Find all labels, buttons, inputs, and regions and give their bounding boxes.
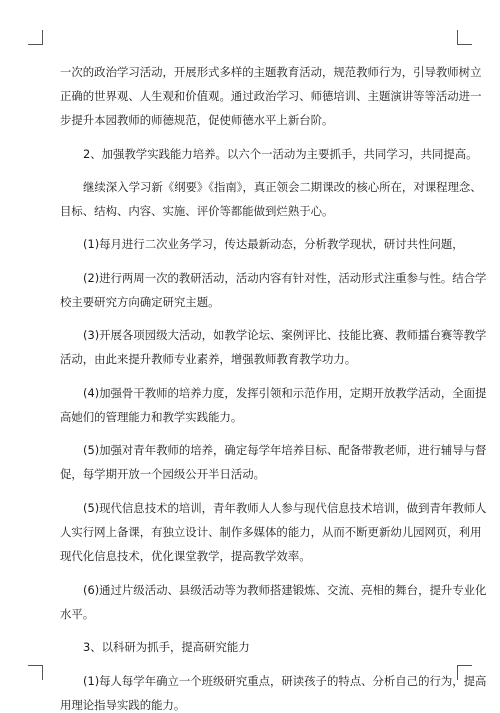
paragraph-line: 一次的政治学习活动，开展形式多样的主题教育活动，规范教师行为，引导教师树立 (60, 65, 482, 79)
list-item: (6)通过片级活动、县级活动等为教师搭建锻炼、交流、亮相的舞台，提升专业化 (83, 583, 487, 597)
list-item: 现代化信息技术，优化课堂教学，提高教学效率。 (60, 549, 311, 563)
list-item: 活动，由此来提升教师专业素养，增强教师教育教学功力。 (60, 352, 357, 366)
crop-mark-top-left (28, 30, 43, 45)
list-item: 促，每学期开放一个园级公开半日活动。 (60, 467, 266, 481)
list-item: (1)每人每学年确立一个班级研究重点，研读孩子的特点、分析自己的行为，提高 (83, 674, 487, 688)
crop-mark-bottom-left (28, 665, 43, 680)
list-item: 校主要研究方向确定研究主题。 (60, 295, 220, 309)
list-item: (3)开展各项园级大活动，如教学论坛、案例评比、技能比赛、教师擂台赛等教学 (83, 328, 487, 342)
list-item: 人实行网上备课，有独立设计、制作多媒体的能力，从而不断更新幼儿园网页，利用 (60, 525, 482, 539)
paragraph-line: 正确的世界观、人生观和价值观。通过政治学习、师德培训、主题演讲等等活动进一 (60, 89, 482, 103)
list-item: (2)进行两周一次的教研活动，活动内容有针对性，活动形式注重参与性。结合学 (83, 271, 487, 285)
paragraph-line: 目标、结构、内容、实施、评价等都能做到烂熟于心。 (60, 204, 334, 218)
list-item: (1)每月进行二次业务学习，传达最新动态，分析教学现状，研讨共性问题， (83, 237, 464, 251)
list-item: (5)现代信息技术的培训，青年教师人人参与现代信息技术培训，做到青年教师人 (83, 501, 487, 515)
crop-mark-top-right (457, 30, 472, 45)
section-heading: 3、以科研为抓手，提高研究能力 (83, 640, 250, 654)
paragraph-line: 步提升本园教师的师德规范，促使师德水平上新台阶。 (60, 113, 334, 127)
list-item: (5)加强对青年教师的培养，确定每学年培养目标、配备带教老师，进行辅导与督 (83, 443, 487, 457)
list-item: 水平。 (60, 607, 95, 621)
list-item: (4)加强骨干教师的培养力度，发挥引领和示范作用，定期开放教学活动，全面提 (83, 386, 487, 400)
section-heading: 2、加强教学实践能力培养。以六个一活动为主要抓手，共同学习，共同提高。 (83, 147, 478, 161)
paragraph-line: 继续深入学习新《纲要》《指南》，真正领会二期课改的核心所在，对课程理念、 (83, 180, 482, 194)
list-item: 高她们的管理能力和教学实践能力。 (60, 410, 243, 424)
list-item: 用理论指导实践的能力。 (60, 698, 186, 712)
